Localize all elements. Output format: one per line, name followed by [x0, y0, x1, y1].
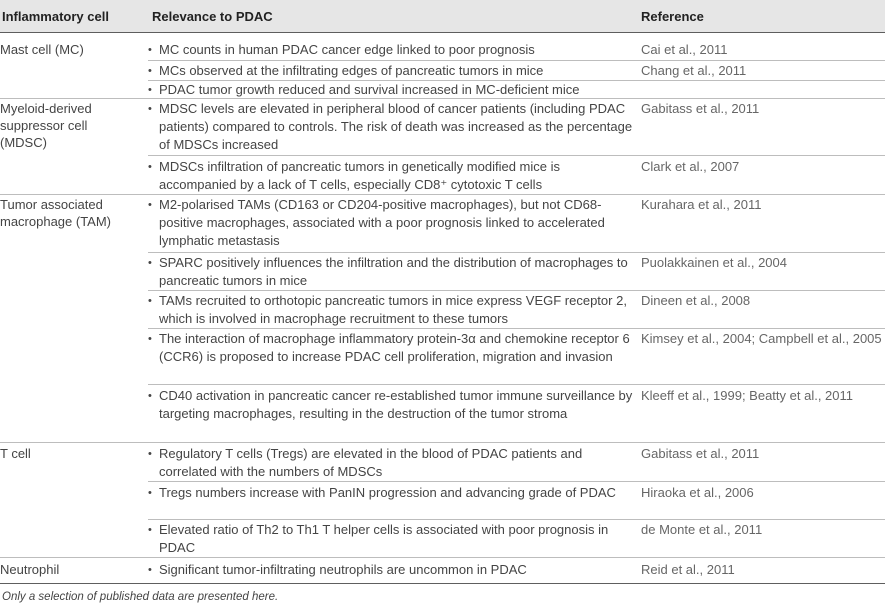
relevance-text: Elevated ratio of Th2 to Th1 T helper cells is associated with poor prognosis in PDAC	[159, 522, 609, 555]
bullet: •	[148, 333, 152, 345]
table-header	[0, 0, 885, 32]
header-divider	[0, 32, 885, 33]
column-header-cell: Inflammatory cell	[2, 9, 109, 24]
bullet: •	[148, 524, 152, 536]
group-divider	[0, 557, 885, 558]
column-header-relevance: Relevance to PDAC	[152, 9, 273, 24]
group-label: Tumor associated macrophage (TAM)	[0, 197, 112, 229]
reference-text: Clark et al., 2007	[641, 159, 740, 174]
reference-text: Kurahara et al., 2011	[641, 197, 762, 212]
reference-text: Kleeff et al., 1999; Beatty et al., 2011	[641, 388, 853, 403]
relevance-text: Significant tumor-infiltrating neutrophils are uncommon in PDAC	[159, 562, 527, 577]
bullet: •	[148, 564, 152, 576]
group-label: Neutrophil	[0, 562, 60, 577]
reference-text: Reid et al., 2011	[641, 562, 735, 577]
bullet: •	[148, 257, 152, 269]
reference-text: Hiraoka et al., 2006	[641, 485, 754, 500]
bullet: •	[148, 161, 152, 173]
reference-text: Gabitass et al., 2011	[641, 101, 760, 116]
relevance-text: CD40 activation in pancreatic cancer re-established tumor immune surveillance by targeting macrophages, resulting in the destruction of the tumor stroma	[159, 388, 633, 421]
group-label: Mast cell (MC)	[0, 42, 84, 57]
relevance-text: TAMs recruited to orthotopic pancreatic tumors in mice express VEGF receptor 2, which is involved in macrophage recruitment to these tumors	[159, 293, 627, 326]
relevance-text: Regulatory T cells (Tregs) are elevated in the blood of PDAC patients and correlated with the numbers of MDSCs	[159, 446, 583, 479]
column-header-reference: Reference	[641, 9, 704, 24]
relevance-text: SPARC positively influences the infiltration and the distribution of macrophages to pancreatic tumors in mice	[159, 255, 628, 288]
bullet: •	[148, 487, 152, 499]
bullet: •	[148, 65, 152, 77]
relevance-text: PDAC tumor growth reduced and survival increased in MC-deficient mice	[159, 82, 580, 97]
group-label: T cell	[0, 446, 31, 461]
row-divider	[148, 328, 885, 329]
relevance-text: MC counts in human PDAC cancer edge linked to poor prognosis	[159, 42, 535, 57]
relevance-text: The interaction of macrophage inflammatory protein-3α and chemokine receptor 6 (CCR6) is proposed to increase PDAC cell proliferation, migration and invasion	[159, 331, 630, 364]
bullet: •	[148, 448, 152, 460]
bullet: •	[148, 390, 152, 402]
row-divider	[148, 481, 885, 482]
row-divider	[148, 60, 885, 61]
table-footnote: Only a selection of published data are presented here.	[2, 591, 279, 603]
reference-text: Puolakkainen et al., 2004	[641, 255, 787, 270]
reference-text: Cai et al., 2011	[641, 42, 728, 57]
reference-text: Kimsey et al., 2004; Campbell et al., 2005	[641, 331, 882, 346]
relevance-text: MDSCs infiltration of pancreatic tumors in genetically modified mice is accompanied by a lack of T cells, especially CD8⁺ cytotoxic T cells	[159, 159, 560, 192]
relevance-text: MDSC levels are elevated in peripheral blood of cancer patients (including PDAC patients) compared to controls. The risk of death was increased as the percentage of MDSCs increased	[159, 101, 633, 152]
reference-text: Gabitass et al., 2011	[641, 446, 760, 461]
row-divider	[148, 519, 885, 520]
relevance-text: MCs observed at the infiltrating edges of pancreatic tumors in mice	[159, 63, 544, 78]
reference-text: de Monte et al., 2011	[641, 522, 763, 537]
reference-text: Dineen et al., 2008	[641, 293, 751, 308]
relevance-text: Tregs numbers increase with PanIN progression and advancing grade of PDAC	[159, 485, 616, 500]
bullet: •	[148, 103, 152, 115]
reference-text: Chang et al., 2011	[641, 63, 747, 78]
group-divider	[0, 194, 885, 195]
row-divider	[148, 155, 885, 156]
bullet: •	[148, 199, 152, 211]
row-divider	[148, 252, 885, 253]
bullet: •	[148, 44, 152, 56]
relevance-text: M2-polarised TAMs (CD163 or CD204-positive macrophages), but not CD68-positive macrophages, associated with a poor prognosis linked to accelerated lymphatic metastasis	[159, 197, 605, 248]
bullet: •	[148, 84, 152, 96]
bullet: •	[148, 295, 152, 307]
group-divider	[0, 442, 885, 443]
row-divider	[148, 384, 885, 385]
row-divider	[148, 290, 885, 291]
group-label: Myeloid-derived suppressor cell (MDSC)	[0, 101, 92, 150]
table-bottom-rule	[0, 583, 885, 584]
